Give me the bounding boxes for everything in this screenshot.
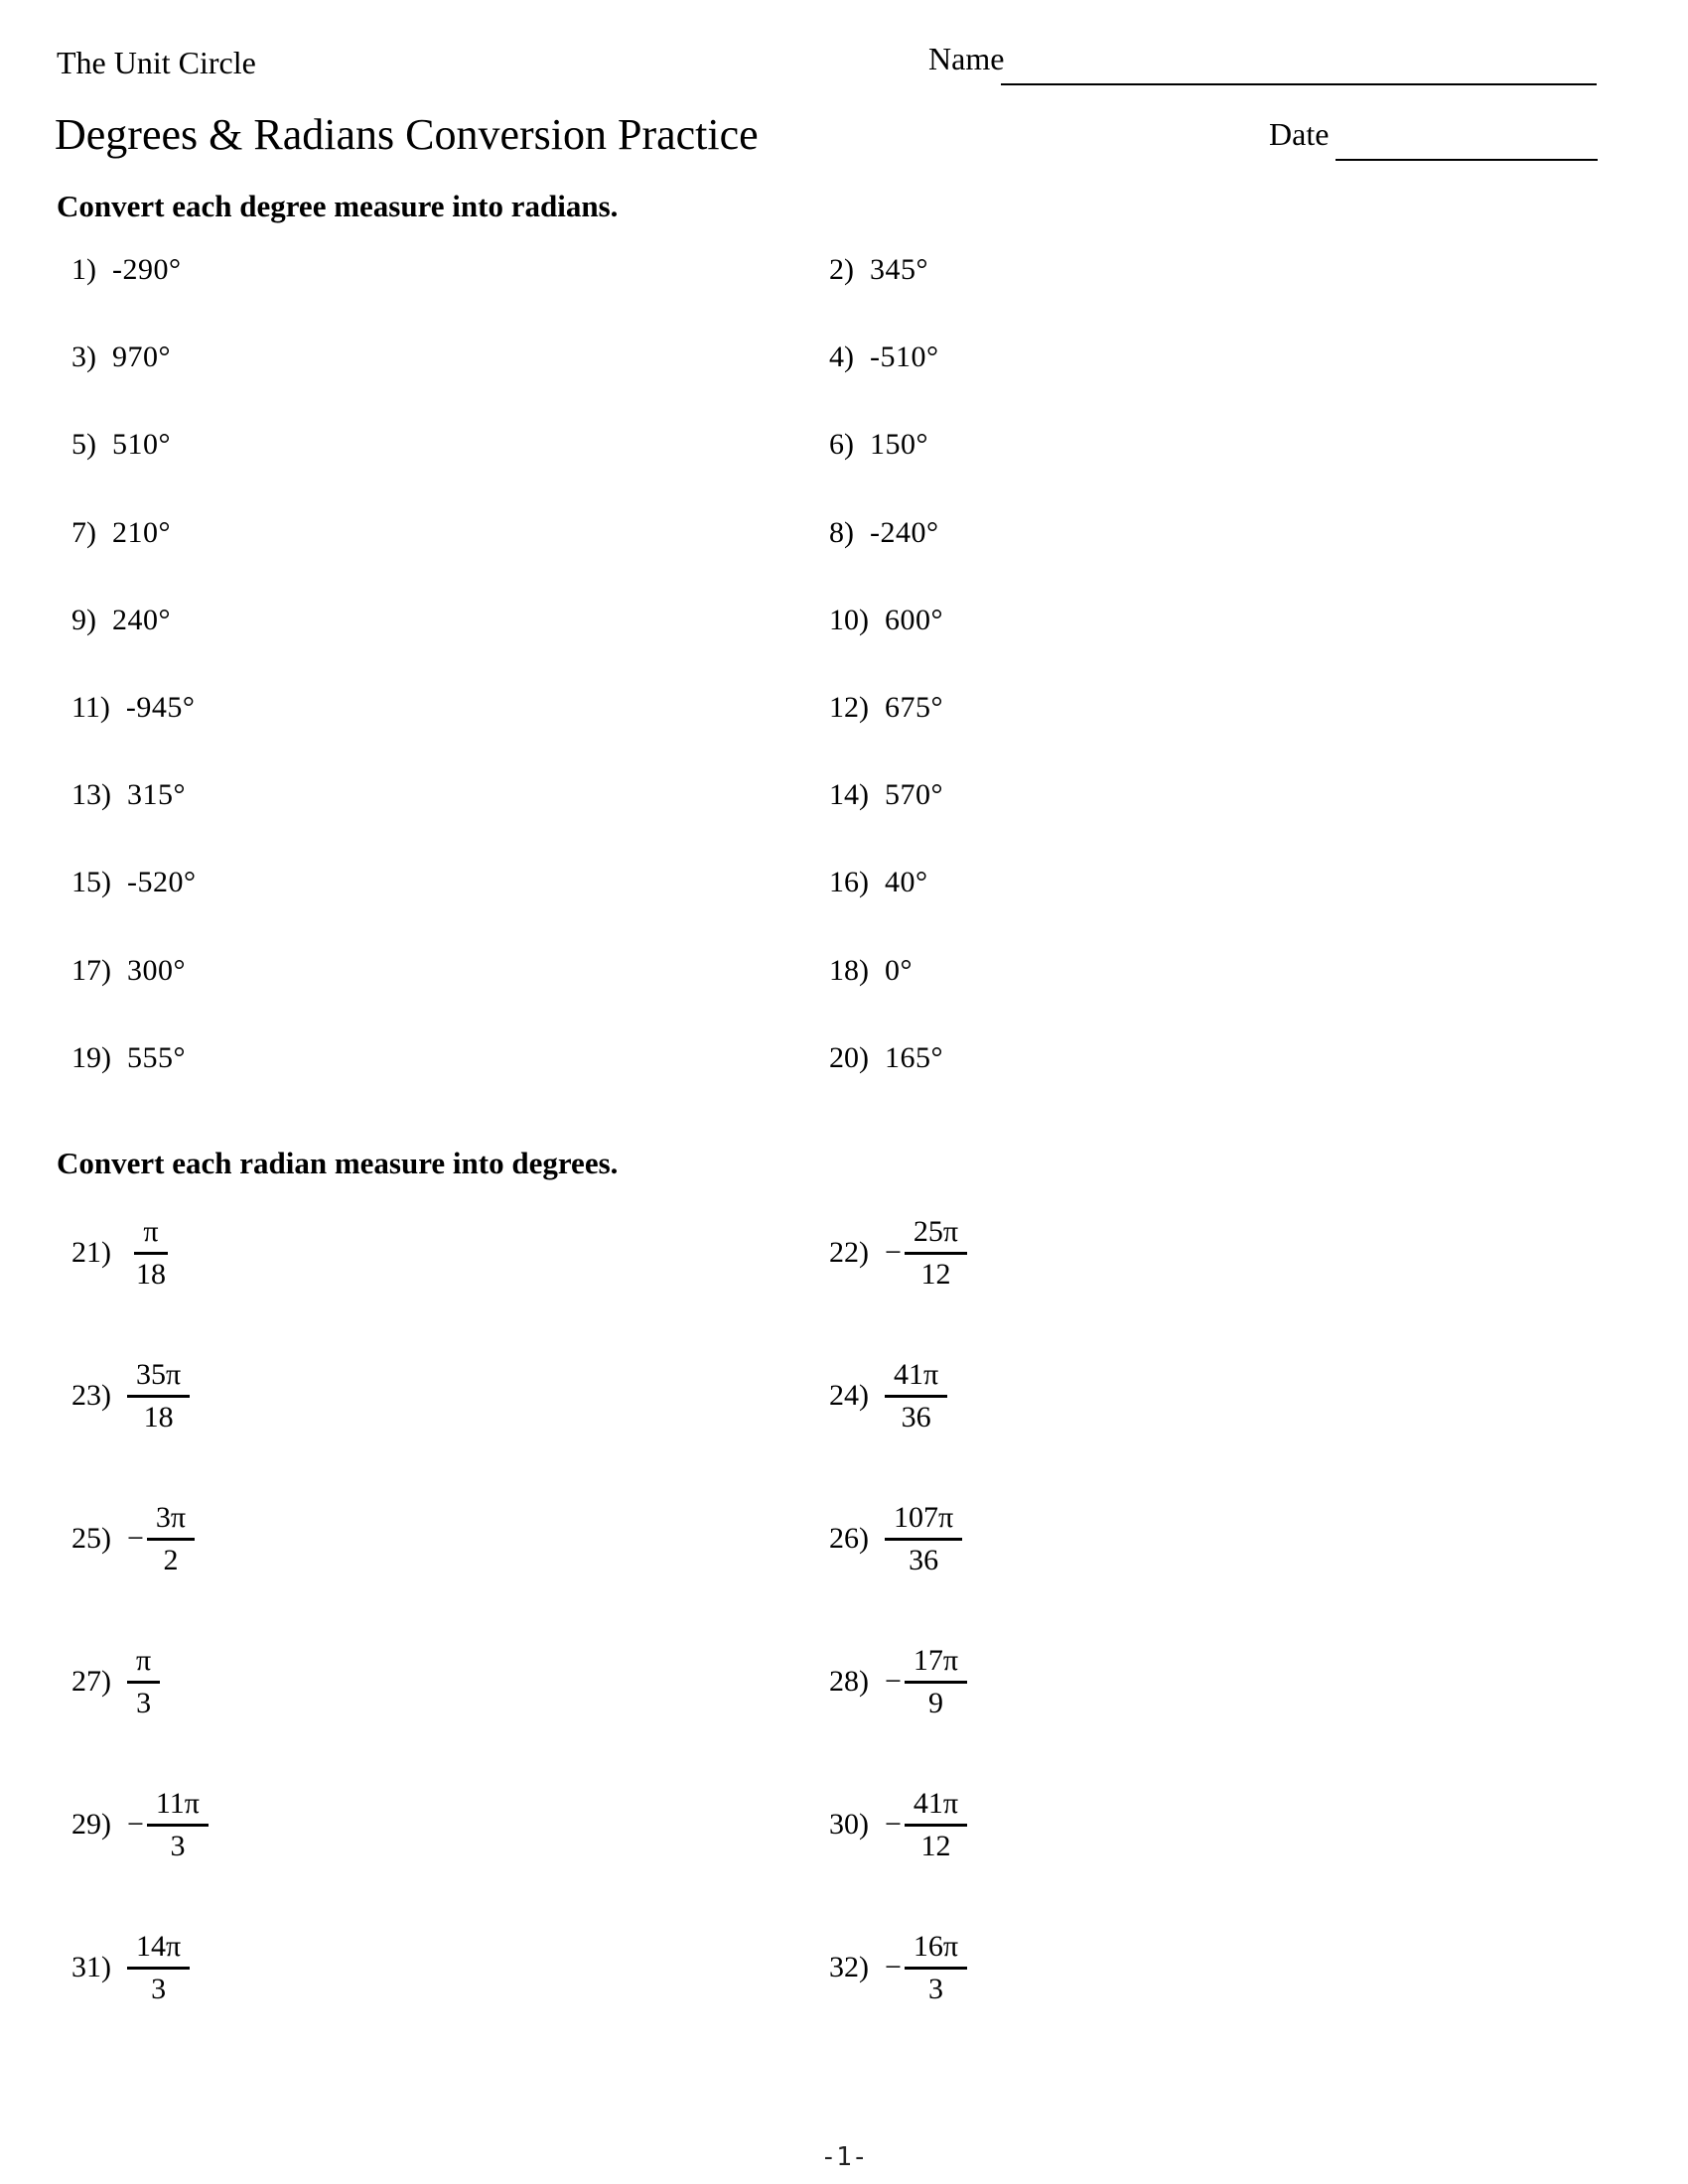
fraction-numerator: 16π [905,1930,967,1970]
radian-fraction [127,1215,175,1292]
problem-number: 4) [829,341,854,373]
negative-sign: − [127,1522,144,1555]
problem-number: 12) [829,691,869,724]
fraction-numerator: 14π [127,1930,190,1970]
problem-number: 5) [71,428,96,461]
problem-item [829,602,943,639]
problem-item [829,339,939,376]
degree-value: 210° [112,516,171,549]
problem-number: 23) [71,1379,111,1412]
problem-item [71,952,186,990]
section-1-instruction: Convert each degree measure into radians. [57,189,619,223]
problem-item [829,1039,943,1077]
problem-item [71,1500,195,1577]
problem-item [71,1929,190,2006]
problem-number: 15) [71,866,111,898]
radian-fraction [127,1358,190,1434]
problem-item [71,689,195,727]
radian-fraction [905,1215,967,1292]
problem-item [829,514,939,552]
fraction-denominator: 18 [136,1257,166,1291]
problem-item [829,426,928,464]
problem-number: 16) [829,866,869,898]
problem-item [829,1929,967,2006]
problem-number: 29) [71,1808,111,1841]
negative-sign: − [885,1665,902,1698]
problem-number: 13) [71,778,111,811]
problem-number: 17) [71,954,111,987]
problem-item [829,864,928,901]
problem-item [829,689,943,727]
problem-item [71,251,182,289]
fraction-denominator: 3 [170,1829,186,1862]
radian-fraction [147,1787,209,1863]
fraction-denominator: 9 [928,1686,943,1719]
problem-number: 10) [829,604,869,636]
name-blank-line[interactable] [1001,83,1597,85]
page-number: -1- [820,2142,868,2172]
radian-fraction [127,1644,160,1720]
fraction-numerator: 41π [905,1787,967,1827]
problem-item [71,426,171,464]
date-blank-line[interactable] [1336,159,1598,161]
problem-number: 25) [71,1522,111,1555]
course-title: The Unit Circle [57,45,256,80]
problem-number: 6) [829,428,854,461]
problem-number: 9) [71,604,96,636]
fraction-numerator: π [127,1644,160,1684]
problem-item [71,776,186,814]
problem-number: 18) [829,954,869,987]
radian-fraction [905,1644,967,1720]
problem-number: 19) [71,1041,111,1074]
problem-number: 31) [71,1951,111,1983]
problem-item [829,1500,962,1577]
fraction-denominator: 12 [920,1257,951,1291]
problem-item [71,1357,190,1434]
problem-number: 3) [71,341,96,373]
problem-number: 1) [71,253,96,286]
problem-number: 28) [829,1665,869,1698]
negative-sign: − [127,1808,144,1841]
degree-value: 165° [885,1041,943,1074]
fraction-denominator: 3 [928,1972,943,2005]
degree-value: -290° [112,253,182,286]
degree-value: 570° [885,778,943,811]
degree-value: 345° [870,253,928,286]
problem-item [71,602,171,639]
fraction-denominator: 12 [920,1829,951,1862]
problem-number: 26) [829,1522,869,1555]
problem-item [829,1357,947,1434]
degree-value: 0° [885,954,913,987]
problem-item [71,1786,209,1863]
problem-number: 22) [829,1236,869,1269]
degree-value: 40° [885,866,928,898]
problem-item [829,1643,967,1720]
problem-number: 7) [71,516,96,549]
negative-sign: − [885,1236,902,1269]
degree-value: 300° [127,954,186,987]
fraction-numerator: 11π [147,1787,209,1827]
date-label: Date [1269,116,1330,152]
radian-fraction [885,1358,947,1434]
problem-number: 11) [71,691,110,724]
degree-value: 970° [112,341,171,373]
degree-value: -240° [870,516,939,549]
problem-number: 32) [829,1951,869,1983]
degree-value: 555° [127,1041,186,1074]
fraction-numerator: 107π [885,1501,962,1541]
problem-item [71,864,197,901]
problem-number: 14) [829,778,869,811]
radian-fraction [905,1930,967,2006]
section-2-instruction: Convert each radian measure into degrees. [57,1146,619,1180]
problem-number: 21) [71,1236,111,1269]
problem-number: 24) [829,1379,869,1412]
degree-value: 150° [870,428,928,461]
problem-item [829,776,943,814]
problem-item [829,251,928,289]
negative-sign: − [885,1951,902,1983]
fraction-numerator: 3π [147,1501,195,1541]
fraction-numerator: π [134,1215,167,1255]
problem-number: 2) [829,253,854,286]
fraction-numerator: 41π [885,1358,947,1398]
radian-fraction [885,1501,962,1577]
problem-number: 30) [829,1808,869,1841]
problem-item [829,1786,967,1863]
fraction-denominator: 36 [909,1543,939,1576]
problem-item [71,514,171,552]
problem-number: 20) [829,1041,869,1074]
problem-number: 27) [71,1665,111,1698]
problem-item [71,1643,160,1720]
degree-value: 240° [112,604,171,636]
problem-item [71,1214,175,1292]
fraction-numerator: 35π [127,1358,190,1398]
fraction-denominator: 3 [136,1686,152,1719]
degree-value: -510° [870,341,939,373]
degree-value: -945° [125,691,196,724]
page-title: Degrees & Radians Conversion Practice [55,110,759,159]
degree-value: 315° [127,778,186,811]
degree-value: -520° [127,866,197,898]
fraction-denominator: 36 [901,1400,931,1433]
fraction-denominator: 3 [151,1972,167,2005]
fraction-numerator: 17π [905,1644,967,1684]
fraction-denominator: 18 [143,1400,174,1433]
name-label: Name [928,41,1005,76]
problem-number: 8) [829,516,854,549]
negative-sign: − [885,1808,902,1841]
fraction-numerator: 25π [905,1215,967,1255]
degree-value: 510° [112,428,171,461]
degree-value: 675° [885,691,943,724]
fraction-denominator: 2 [163,1543,179,1576]
problem-item [71,339,171,376]
radian-fraction [127,1930,190,2006]
radian-fraction [147,1501,195,1577]
problem-item [71,1039,186,1077]
radian-fraction [905,1787,967,1863]
problem-item [829,1214,967,1292]
degree-value: 600° [885,604,943,636]
problem-item [829,952,913,990]
